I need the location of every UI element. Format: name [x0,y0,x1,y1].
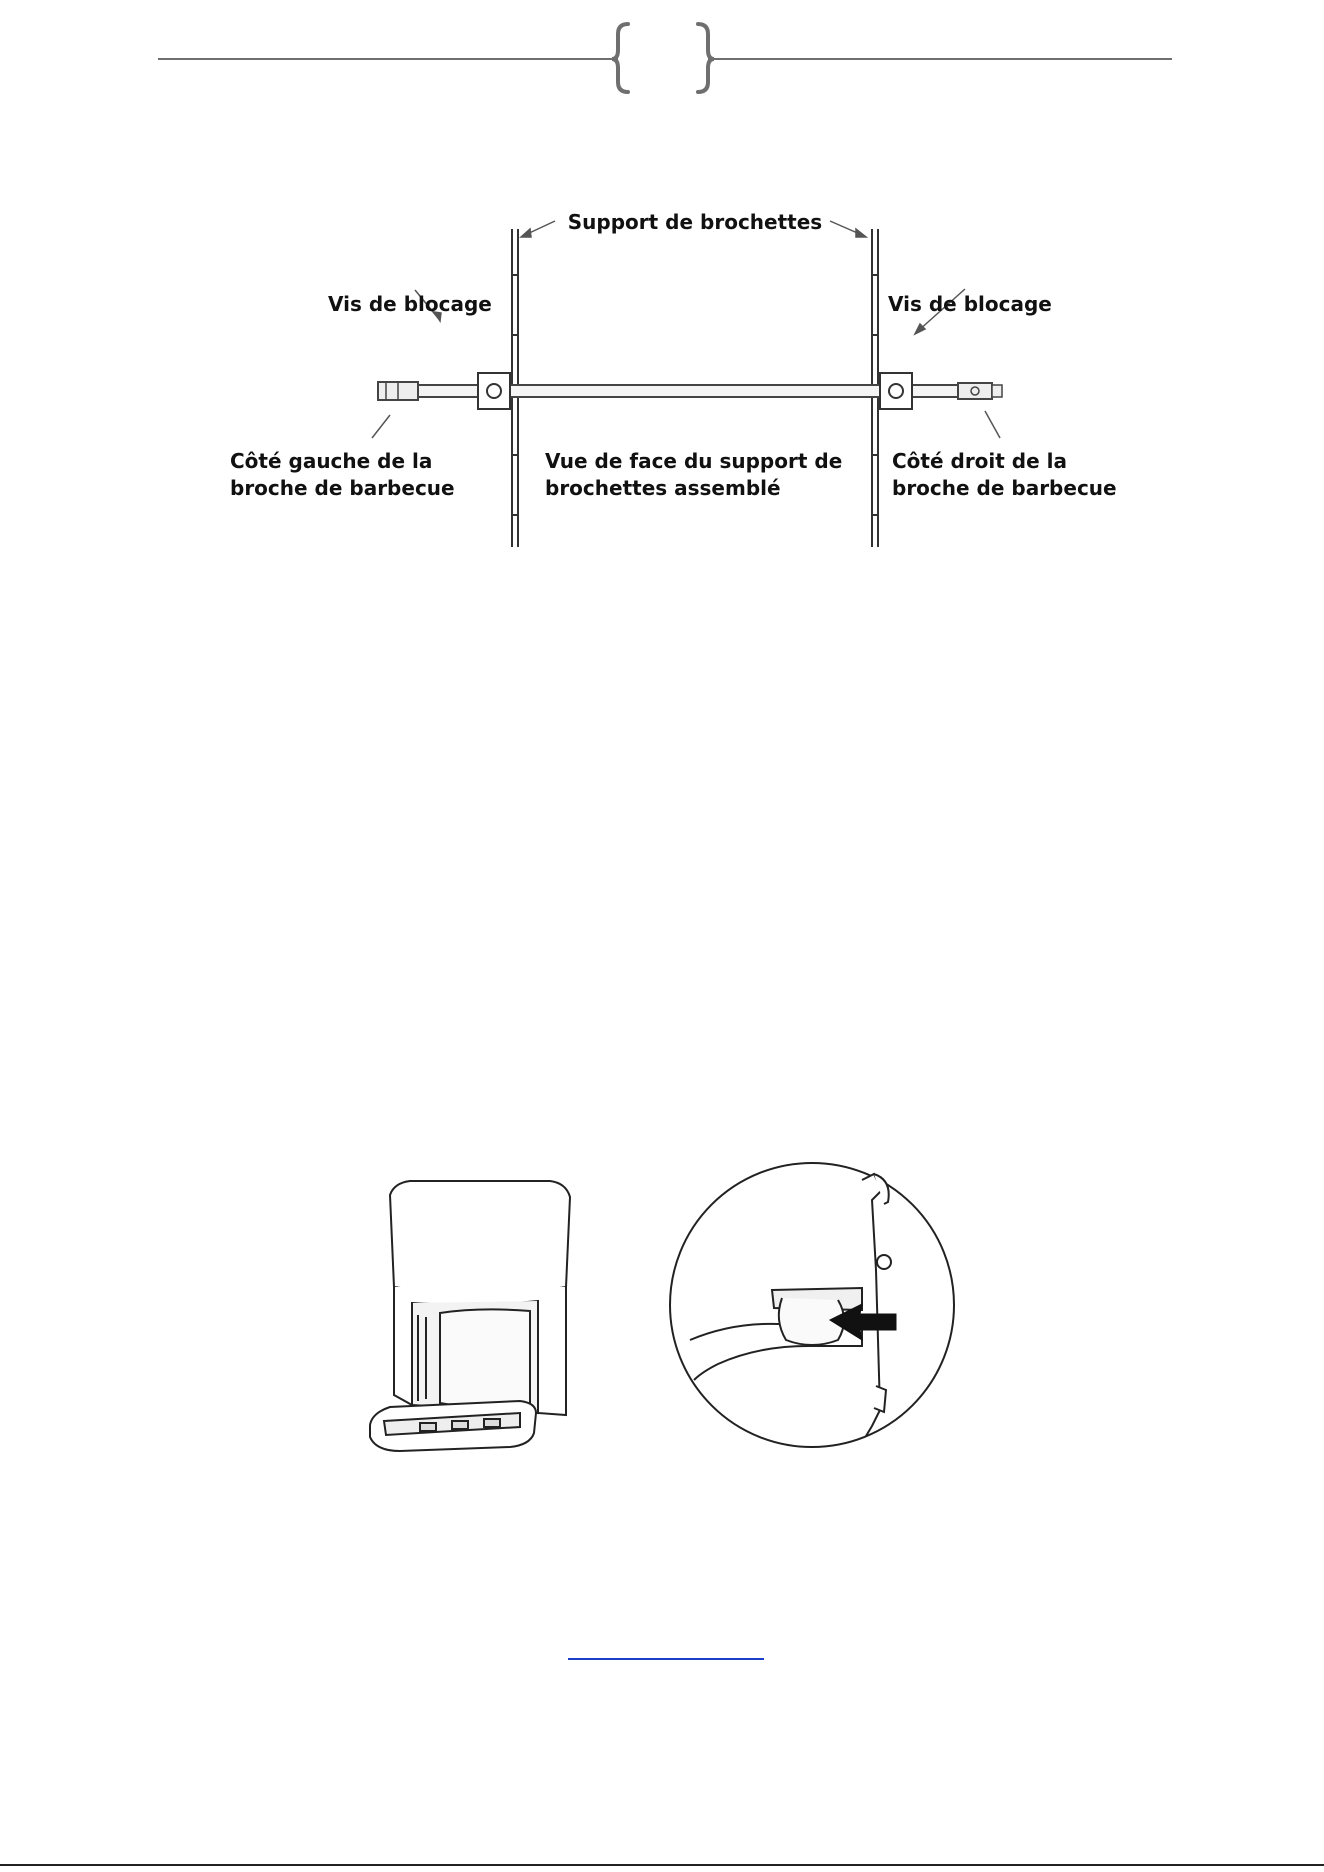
right-lock-block [880,373,912,409]
oven-top-housing [390,1181,570,1293]
front-view-label-line2: brochettes assemblé [545,476,781,500]
footer-link[interactable] [568,1636,764,1660]
page-bottom-rule [0,1864,1324,1866]
left-side-label-line1: Côté gauche de la [230,449,433,473]
lock-screw-label-right: Vis de blocage [888,292,1052,316]
right-skewer-tip [958,383,992,399]
left-side-label-line2: broche de barbecue [230,476,455,500]
right-side-label-line2: broche de barbecue [892,476,1117,500]
left-lock-block [478,373,510,409]
lock-screw-label-left: Vis de blocage [328,292,492,316]
front-view-label-line1: Vue de face du support de [545,449,843,473]
page-header [0,0,1324,110]
right-side-label-line1: Côté droit de la [892,449,1067,473]
page-bracket-left [612,24,628,92]
skewer-support-diagram [200,195,1140,555]
page-bracket-right [698,24,714,92]
closeup-detail-illustration [662,1150,962,1460]
air-fryer-oven-illustration [360,1175,580,1465]
skewer-support-title: Support de brochettes [567,210,823,234]
